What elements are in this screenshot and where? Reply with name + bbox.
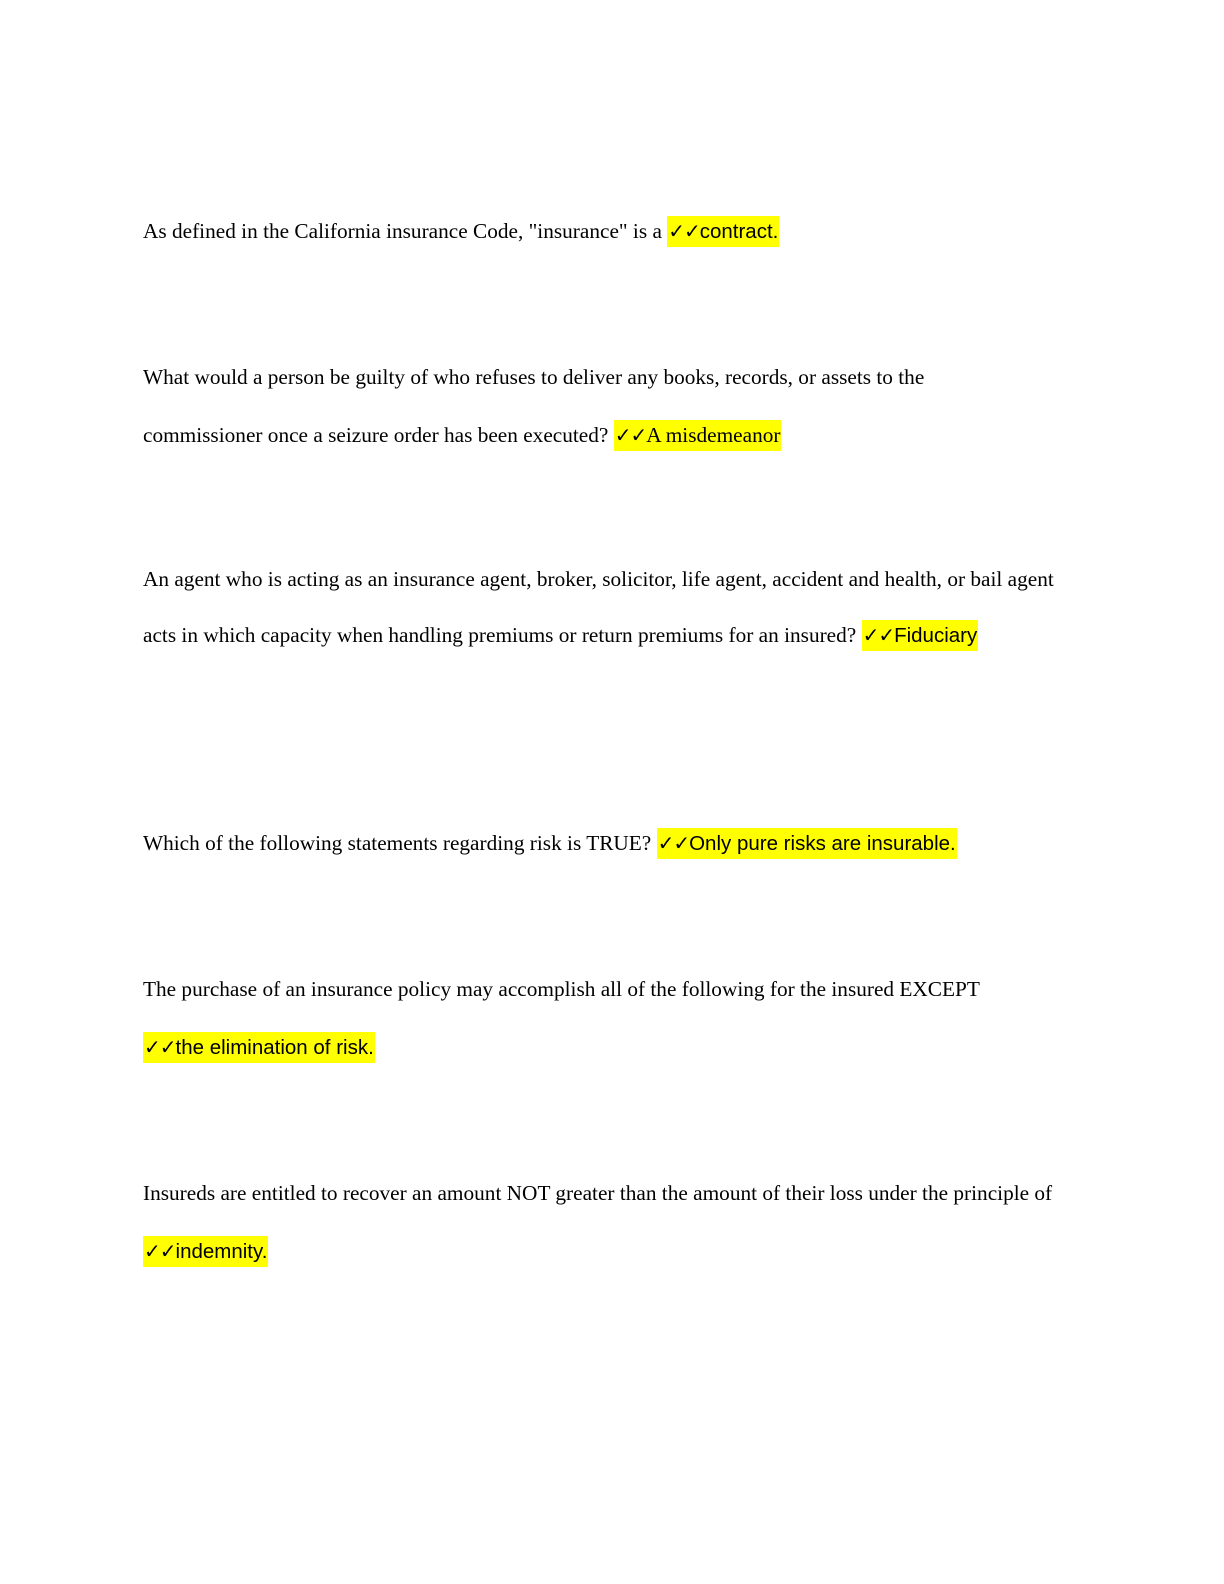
answer-highlight	[862, 620, 979, 651]
qa-item-6	[143, 1164, 1063, 1281]
answer-text: Fiduciary	[894, 624, 978, 647]
question-text: The purchase of an insurance policy may accomplish all of the following for the insured EXCEPT	[143, 977, 980, 1001]
answer-text: the elimination of risk.	[175, 1036, 374, 1059]
answer-text: Only pure risks are insurable.	[689, 832, 956, 855]
question-text: Which of the following statements regarding risk is TRUE?	[143, 831, 657, 855]
double-check-icon: ✓✓	[614, 423, 647, 447]
qa-item-3	[143, 551, 1083, 664]
question-text: Insureds are entitled to recover an amount NOT greater than the amount of their loss under the principle of	[143, 1181, 1053, 1205]
double-check-icon: ✓✓	[144, 1239, 176, 1263]
qa-item-1	[143, 202, 1083, 261]
qa-item-2	[143, 348, 1043, 464]
question-text: What would a person be guilty of who refuses to deliver any books, records, or assets to the commissioner once a seizure order has been executed?	[143, 365, 925, 447]
answer-highlight	[667, 216, 779, 247]
double-check-icon: ✓✓	[657, 831, 690, 855]
answer-text: A misdemeanor	[646, 423, 781, 447]
question-text: As defined in the California insurance Code, "insurance" is a	[143, 219, 668, 243]
answer-highlight	[657, 828, 957, 859]
answer-text: contract.	[699, 220, 779, 243]
qa-item-4	[143, 814, 1083, 873]
double-check-icon: ✓✓	[862, 623, 895, 647]
answer-highlight	[614, 420, 782, 451]
answer-highlight	[143, 1236, 268, 1267]
answer-text: indemnity.	[175, 1240, 268, 1263]
qa-item-5	[143, 960, 1013, 1077]
double-check-icon: ✓✓	[144, 1035, 176, 1059]
answer-highlight	[143, 1032, 375, 1063]
question-text: An agent who is acting as an insurance agent, broker, solicitor, life agent, accident and health, or bail agent acts in which capacity when handling premiums or return premiums for an insured?	[143, 567, 1054, 647]
double-check-icon: ✓✓	[668, 219, 700, 243]
